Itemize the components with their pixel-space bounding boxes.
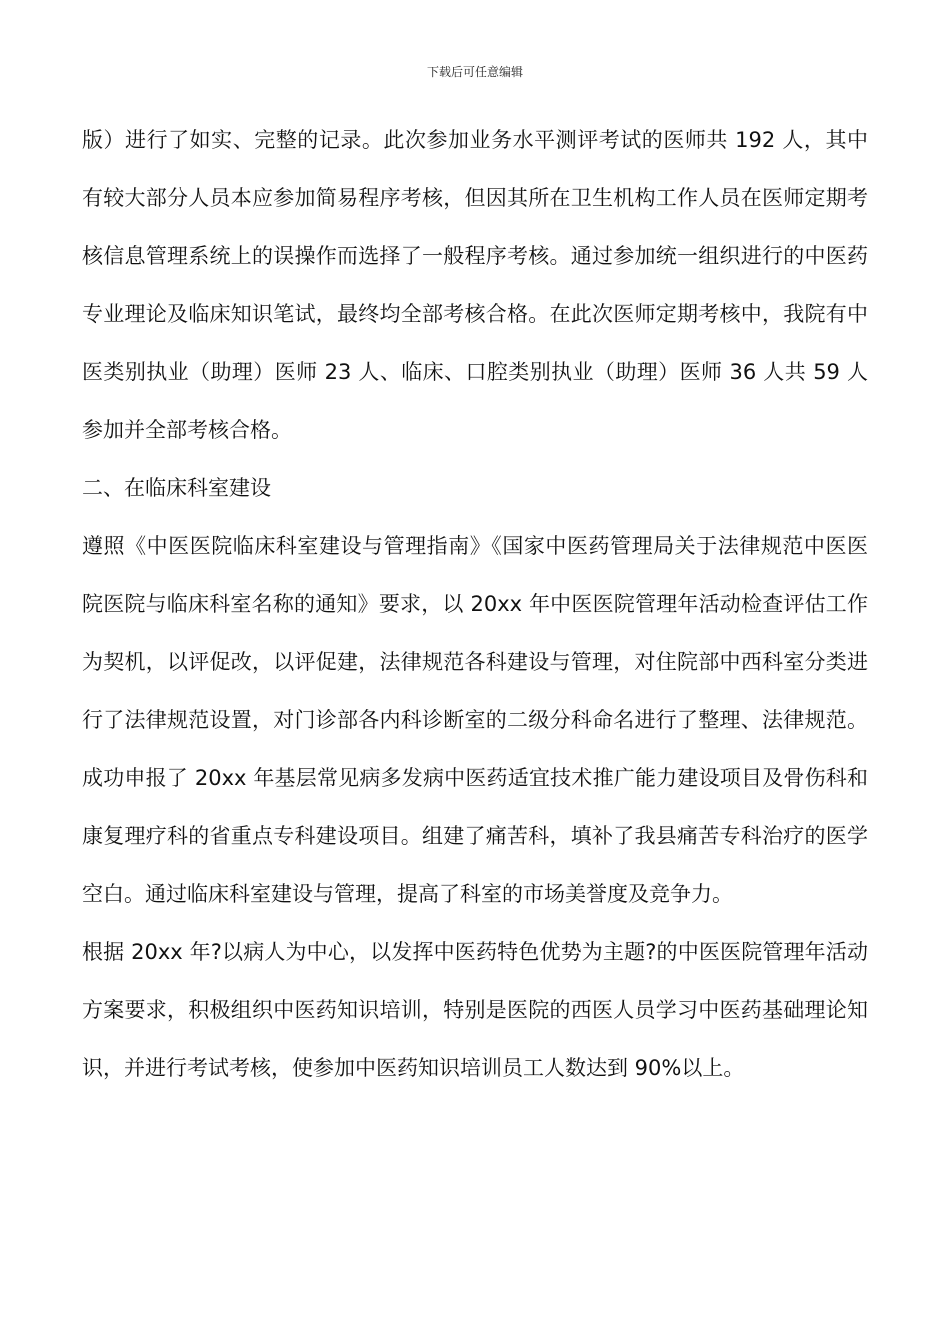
section-heading-clinical-departments: 二、在临床科室建设 [82,476,271,500]
paragraph-exam-results: 版）进行了如实、完整的记录。此次参加业务水平测评考试的医师共 192 人，其中有较大部分人员本应参加简易程序考核，但因其所在卫生机构工作人员在医师定期考核信息管理系统上的误操作而选择了一般程序考核。通过参加统一组织进行的中医药专业理论及临床知识笔试，最终均全部考核合格。在此次医师定期考核中，我院有中医类别执业（助理）医师 23 人、临床、口腔类别执业（助理）医师 36 人共 59 人参加并全部考核合格。 [82,128,868,442]
document-body [82,111,868,1097]
paragraph-department-construction: 遵照《中医医院临床科室建设与管理指南》《国家中医药管理局关于法律规范中医医院医院与临床科室名称的通知》要求，以 20xx 年中医医院管理年活动检查评估工作为契机，以评促改，以评促建，法律规范各科建设与管理，对住院部中西科室分类进行了法律规范设置，对门诊部各内科诊断室的二级分科命名进行了整理、法律规范。成功申报了 20xx 年基层常见病多发病中医药适宜技术推广能力建设项目及骨伤科和康复理疗科的省重点专科建设项目。组建了痛苦科，填补了我县痛苦专科治疗的医学空白。通过临床科室建设与管理，提高了科室的市场美誉度及竞争力。 [82,534,868,906]
paragraph-tcm-training: 根据 20xx 年?以病人为中心，以发挥中医药特色优势为主题?的中医医院管理年活动方案要求，积极组织中医药知识培训，特别是医院的西医人员学习中医药基础理论知识，并进行考试考核，使参加中医药知识培训员工人数达到 90%以上。 [82,940,868,1080]
page-header: 下载后可任意编辑 [426,65,523,79]
